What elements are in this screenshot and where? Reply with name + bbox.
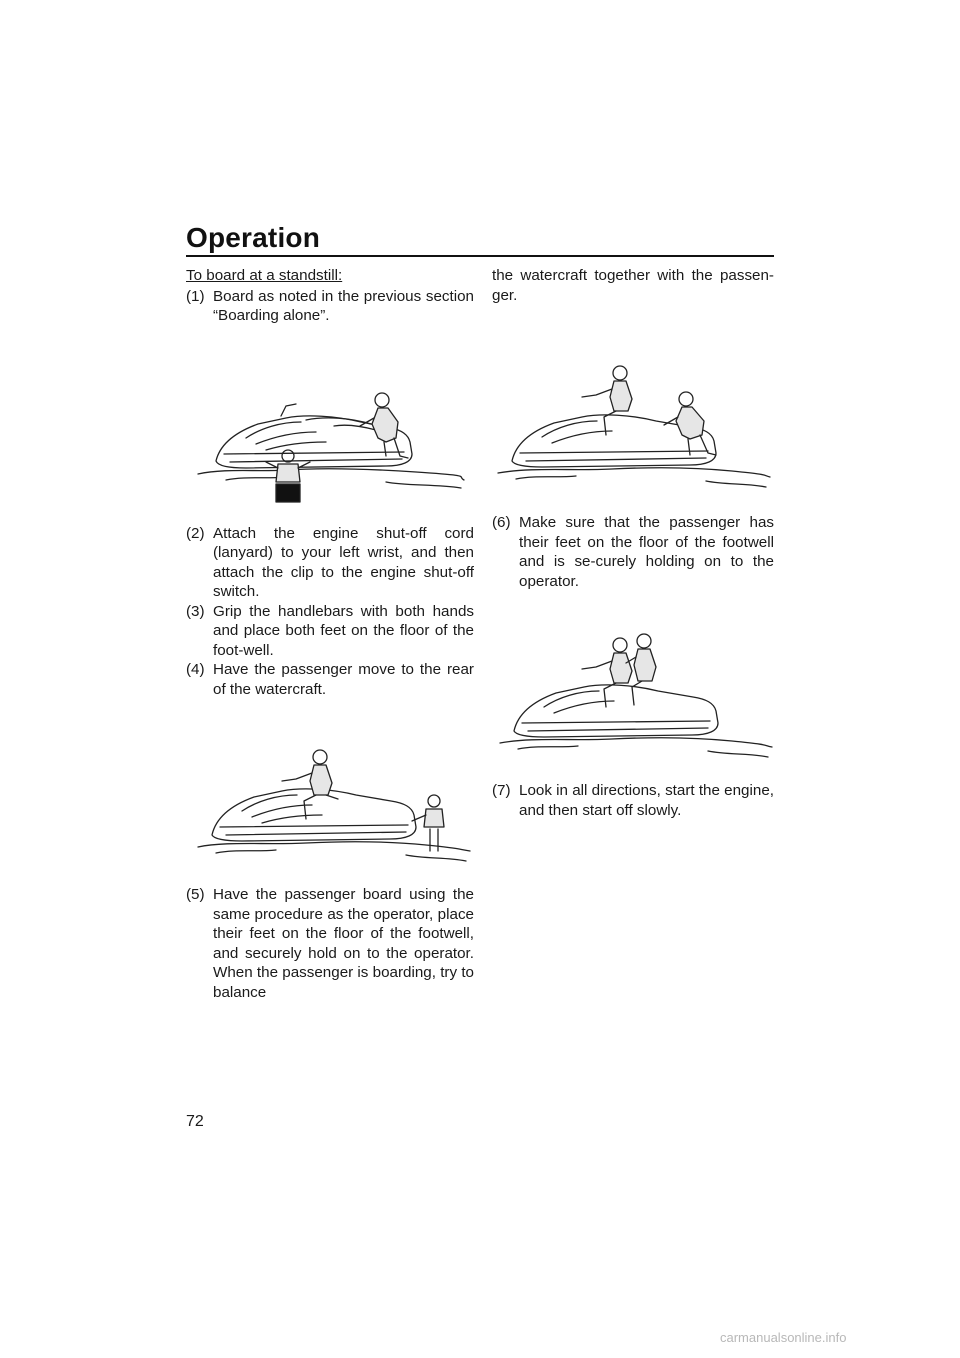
step-2-number: (2) bbox=[186, 524, 205, 542]
illustration-passenger-at-rear bbox=[186, 743, 474, 873]
step-7-number: (7) bbox=[492, 782, 511, 799]
step-6 bbox=[492, 513, 774, 591]
step-6-number: (6) bbox=[492, 514, 511, 531]
step-2-text: Attach the engine shut-off cord (lanyard) to your left wrist, and then attach the clip to the engine shut-off switch. bbox=[213, 524, 474, 600]
title-rule bbox=[186, 255, 774, 257]
section-heading: To board at a standstill: bbox=[186, 267, 343, 284]
step-1-text: Board as noted in the previous section “Boarding alone”. bbox=[213, 287, 474, 324]
step-7 bbox=[492, 781, 774, 820]
page-title: Operation bbox=[186, 222, 321, 253]
watermark: carmanualsonline.info bbox=[720, 1330, 847, 1345]
step-3 bbox=[186, 602, 474, 661]
step-5-text: Have the passenger board using the same procedure as the operator, place their feet on the floor of the footwell, and securely hold on to the operator. When the passenger is boarding, try to balance bbox=[213, 886, 474, 1001]
step-1-number: (1) bbox=[186, 287, 205, 305]
page-number: 72 bbox=[186, 1113, 204, 1130]
step-4 bbox=[186, 660, 474, 699]
right-column bbox=[492, 266, 774, 820]
step-2 bbox=[186, 524, 474, 602]
illustration-both-seated bbox=[492, 625, 774, 765]
step-1 bbox=[186, 287, 474, 326]
step-3-text: Grip the handlebars with both hands and place both feet on the floor of the foot-well. bbox=[213, 602, 474, 659]
step-3-number: (3) bbox=[186, 602, 205, 620]
step-4-number: (4) bbox=[186, 661, 205, 678]
left-column bbox=[186, 266, 474, 1002]
step-4-text: Have the passenger move to the rear of the watercraft. bbox=[213, 661, 474, 698]
step-5-number: (5) bbox=[186, 886, 205, 903]
illustration-boarding-alone bbox=[186, 358, 474, 514]
step-6-text: Make sure that the passenger has their feet on the floor of the footwell and is se-curely holding on to the operator. bbox=[519, 514, 774, 590]
step-5-continuation: the watercraft together with the passen-ger. bbox=[492, 267, 774, 304]
step-5 bbox=[186, 885, 474, 1002]
illustration-passenger-boarding bbox=[492, 349, 774, 499]
step-7-text: Look in all directions, start the engine, and then start off slowly. bbox=[519, 782, 774, 819]
